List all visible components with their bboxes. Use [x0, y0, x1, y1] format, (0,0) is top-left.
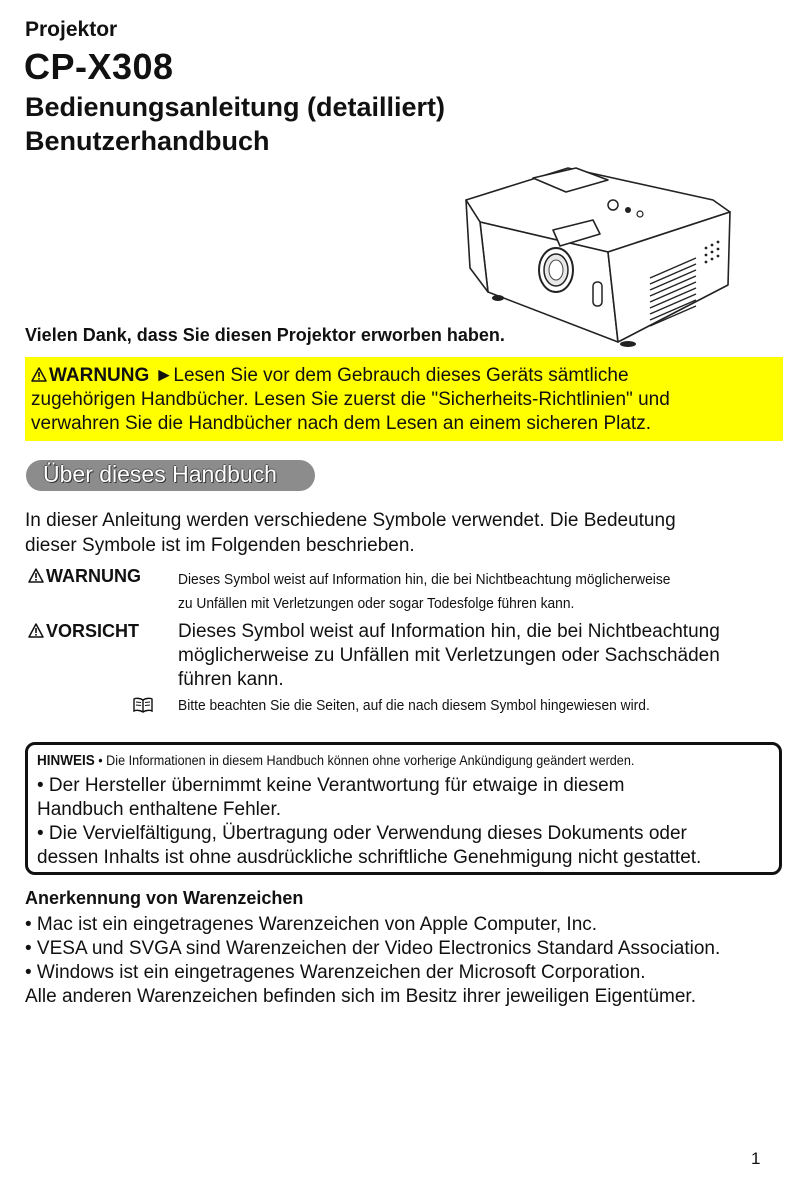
warning-arrow: ► — [154, 365, 174, 386]
trademarks-heading: Anerkennung von Warenzeichen — [25, 888, 304, 908]
warning-triangle-icon — [31, 367, 47, 382]
thanks-text: Vielen Dank, dass Sie diesen Projektor erworben haben. — [25, 325, 505, 345]
document-title-line1: Bedienungsanleitung (detailliert) — [25, 92, 446, 122]
projector-illustration — [458, 160, 748, 350]
page-number: 1 — [751, 1149, 761, 1168]
symbol-caution-line1: Dieses Symbol weist auf Information hin, die bei Nichtbeachtung — [178, 621, 720, 642]
symbol-reference-description: Bitte beachten Sie die Seiten, auf die nach diesem Symbol hingewiesen wird. — [178, 697, 650, 714]
intro-line1: In dieser Anleitung werden verschiedene Symbole verwendet. Die Bedeutung — [25, 510, 676, 531]
model-number: CP-X308 — [24, 46, 174, 87]
warning-triangle-icon — [28, 568, 44, 583]
trademark-item: Alle anderen Warenzeichen befinden sich im Besitz ihrer jeweiligen Eigentümer. — [25, 986, 696, 1007]
symbol-caution-name: VORSICHT — [46, 621, 140, 641]
caution-triangle-icon — [28, 623, 44, 638]
trademark-item: • Mac ist ein eingetragenes Warenzeichen von Apple Computer, Inc. — [25, 914, 598, 935]
symbol-caution-label — [28, 621, 139, 642]
note-body — [37, 774, 777, 870]
note-line2: • Der Hersteller übernimmt keine Verantwortung für etwaige in diesem — [37, 775, 625, 796]
trademark-item: • VESA und SVGA sind Warenzeichen der Video Electronics Standard Association. — [25, 938, 721, 959]
intro-line2: dieser Symbole ist im Folgenden beschrieben. — [25, 535, 415, 556]
document-title-line2: Benutzerhandbuch — [25, 126, 270, 156]
document-title — [25, 90, 445, 158]
trademark-item: • Windows ist ein eingetragenes Warenzeichen der Microsoft Corporation. — [25, 962, 646, 983]
note-text-1: • Die Informationen in diesem Handbuch können ohne vorherige Ankündigung geändert werden. — [94, 752, 635, 768]
symbol-caution-line3: führen kann. — [178, 669, 284, 690]
warning-line2: zugehörigen Handbücher. Lesen Sie zuerst die "Sicherheits-Richtlinien" und — [31, 389, 670, 410]
symbol-warning-name: WARNUNG — [46, 566, 141, 586]
note-line4: • Die Vervielfältigung, Übertragung oder Verwendung dieses Dokuments oder — [37, 823, 687, 844]
warning-line1 — [31, 364, 775, 388]
warning-line3: verwahren Sie die Handbücher nach dem Lesen an einem sicheren Platz. — [31, 413, 651, 434]
symbol-warning-line1: Dieses Symbol weist auf Information hin, die bei Nichtbeachtung möglicherweise — [178, 571, 671, 588]
note-line3: Handbuch enthaltene Fehler. — [37, 799, 282, 820]
symbol-warning-description — [178, 568, 739, 616]
note-line5: dessen Inhalts ist ohne ausdrückliche schriftliche Genehmigung nicht gestattet. — [37, 847, 702, 868]
section-title: Über dieses Handbuch — [43, 461, 277, 487]
warning-box — [25, 357, 783, 441]
intro-paragraph — [25, 508, 785, 558]
warning-text-1: Lesen Sie vor dem Gebrauch dieses Geräts sämtliche — [173, 365, 629, 386]
note-line1 — [37, 752, 634, 769]
trademarks-list — [25, 913, 795, 1009]
symbol-warning-line2: zu Unfällen mit Verletzungen oder sogar Todesfolge führen kann. — [178, 595, 575, 612]
symbol-caution-line2: möglicherweise zu Unfällen mit Verletzungen oder Sachschäden — [178, 645, 720, 666]
product-type: Projektor — [25, 18, 118, 41]
symbol-caution-description — [178, 620, 778, 692]
book-icon — [133, 697, 153, 713]
note-label: HINWEIS — [37, 752, 95, 769]
section-header — [26, 460, 315, 491]
symbol-warning-label — [28, 566, 141, 587]
warning-label: WARNUNG — [49, 365, 150, 386]
